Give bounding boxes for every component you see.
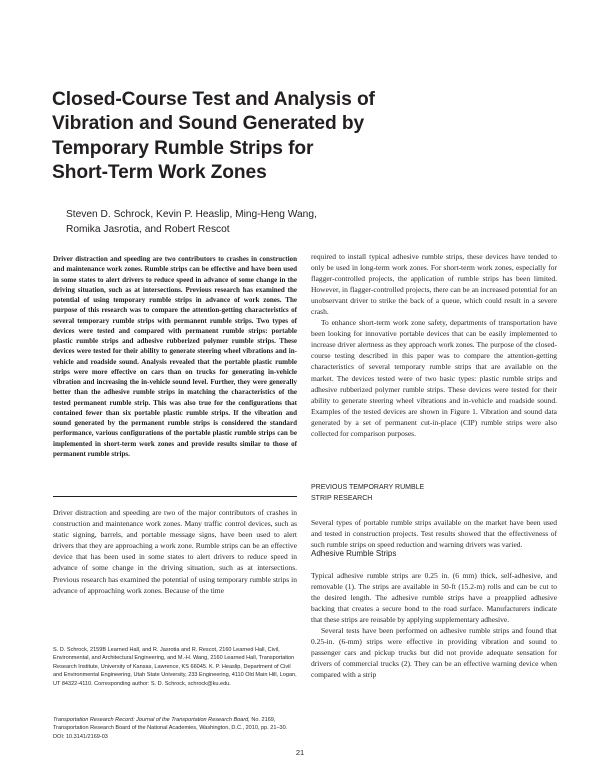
author-affiliation	[53, 646, 297, 688]
intro-paragraph: Driver distraction and speeding are two of the major contributors of crashes in construction and maintenance work zones. Many traffic control devices, such as static signing, barrels, and portable message signs, have been used to alert drivers that they are approaching a work zone. Rumble strips can be an effective device that has been used in some states to alert drivers to reduce speed in advance of some change in the driving situation, such as at intersections. Previous research has examined the potential of using temporary rumble strips in advance of approaching work zones. Because of the time	[53, 508, 297, 595]
subsection-paragraph: Typical adhesive rumble strips are 0.25 in. (6 mm) thick, self-adhesive, and removable (1). The strips are available in 50-ft (15.2-m) rolls and can be cut to the desired length. The adhesive rumble strips have a preapplied adhesive backing that creates a secure bond to the road surface. Manufacturers indicate that these strips are reusable by applying supplementary adhesive.	[311, 571, 557, 625]
author-line: Romika Jasrotia, and Robert Rescot	[66, 223, 230, 235]
right-paragraph: To enhance short-term work zone safety, departments of transportation have been looking for innovative portable devices that can be easily implemented to increase driver alertness as they approach work zones. The purpose of the closed-course testing described in this paper was to compare the attention-getting characteristics of several temporary rumble strips that are available on the market. The devices tested were of two basic types: plastic rumble strips and adhesive rubberized polymer rumble strips. These devices were tested for their ability to generate steering wheel vibrations and in-vehicle and roadside sound. Examples of the tested devices are shown in Figure 1. Vibration and sound data generated by a set of permanent cut-in-place (CIP) rumble strips were also collected for comparison purposes.	[311, 318, 557, 438]
subsection-heading: Adhesive Rumble Strips	[311, 549, 397, 558]
journal-details: No. 2169, Transportation Research Board of the National Academies, Washington, D.C., 2010, pp. 21–30.	[53, 717, 288, 732]
author-line: Steven D. Schrock, Kevin P. Heaslip, Ming-Heng Wang,	[66, 209, 317, 220]
section-heading-line: PREVIOUS TEMPORARY RUMBLE	[311, 484, 425, 491]
article-title	[52, 88, 552, 185]
subsection-paragraph: Several tests have been performed on adhesive rumble strips and found that 0.25-in. (6-mm) strips were effective in providing vibration and sound to passenger cars and pickup trucks but did not provide adequate sensation for drivers of commercial trucks (2). They can be an effective warning device when compared with a strip	[311, 626, 557, 680]
right-column-intro	[311, 251, 557, 439]
page-number: 21	[295, 748, 305, 757]
intro-text	[53, 507, 297, 596]
author-list	[66, 208, 486, 237]
journal-reference	[53, 716, 297, 741]
title-line: Closed-Course Test and Analysis of	[52, 89, 375, 110]
title-line: Temporary Rumble Strips for	[52, 137, 314, 159]
section-text	[311, 517, 557, 550]
journal-doi: DOI: 10.3141/2169-03	[53, 733, 108, 740]
abstract: Driver distraction and speeding are two contributors to crashes in construction and maintenance work zones. Rumble strips can be effective and have been used in some states to alert drivers to reduce speed in advance of some change in the driving situation, such as at intersections. Previous research has examined the potential of using temporary rumble strips in advance of work zones. The purpose of this research was to compare the attention-getting characteristics of several temporary rumble strips with permanent rumble strips. Two types of devices were tested and compared with permanent rumble strips: portable plastic rumble strips and adhesive rubberized polymer rumble strips. These devices were tested for their ability to generate steering wheel vibrations and in-vehicle and roadside sound. Analysis revealed that the portable plastic rumble strips were more effective on cars than on trucks for generating in-vehicle vibration and increasing the in-vehicle sound level. Further, they were generally better than the adhesive rumble strips in matching the characteristics of the tested permanent rumble strip. This was also true for the configurations that contained fewer than six portable plastic rumble strips. If the vibration and sound generated by the permanent rumble strips is considered the standard performance, various configurations of the portable plastic rumble strips can be implemented in short-term work zones and provide results similar to those of permanent rumble strips.	[53, 255, 297, 458]
section-heading-line: STRIP RESEARCH	[311, 494, 373, 502]
title-line: Vibration and Sound Generated by	[52, 113, 365, 135]
affiliation-text: S. D. Schrock, 2159B Learned Hall, and R. Jasrotia and R. Rescot, 2160 Learned Hall, Civil, Environmental, and Architectural Engineering, and M.-H. Wang, 2160 Learned Hall, Transportation Research Institute, University of Kansas, Lawrence, KS 66045. K. P. Heaslip, Department of Civil and Environmental Engineering, Utah State University, 233 Engineering, 4110 Old Main Hill, Logan, UT 84322-4110. Corresponding author: S. D. Schrock, schrock@ku.edu.	[53, 647, 297, 687]
section-heading	[311, 483, 557, 504]
right-paragraph: required to install typical adhesive rumble strips, these devices have tended to only be used in long-term work zones. For short-term work zones, especially for flagger-controlled projects, the application of rumble strips has been limited. However, in flagger-controlled projects, there can be an increased potential for an unobservant driver to strike the back of a queue, which could result in a severe crash.	[311, 252, 557, 317]
section-paragraph: Several types of portable rumble strips available on the market have been used and tested in construction projects. Test results showed that the effectiveness of such rumble strips on speed reduction and warning drivers was varied.	[311, 518, 557, 550]
abstract-divider	[53, 496, 297, 497]
subsection-text	[311, 570, 557, 680]
journal-name: Transportation Research Record: Journal of the Transportation Research Board,	[53, 717, 250, 723]
title-line: Short-Term Work Zones	[52, 161, 267, 183]
